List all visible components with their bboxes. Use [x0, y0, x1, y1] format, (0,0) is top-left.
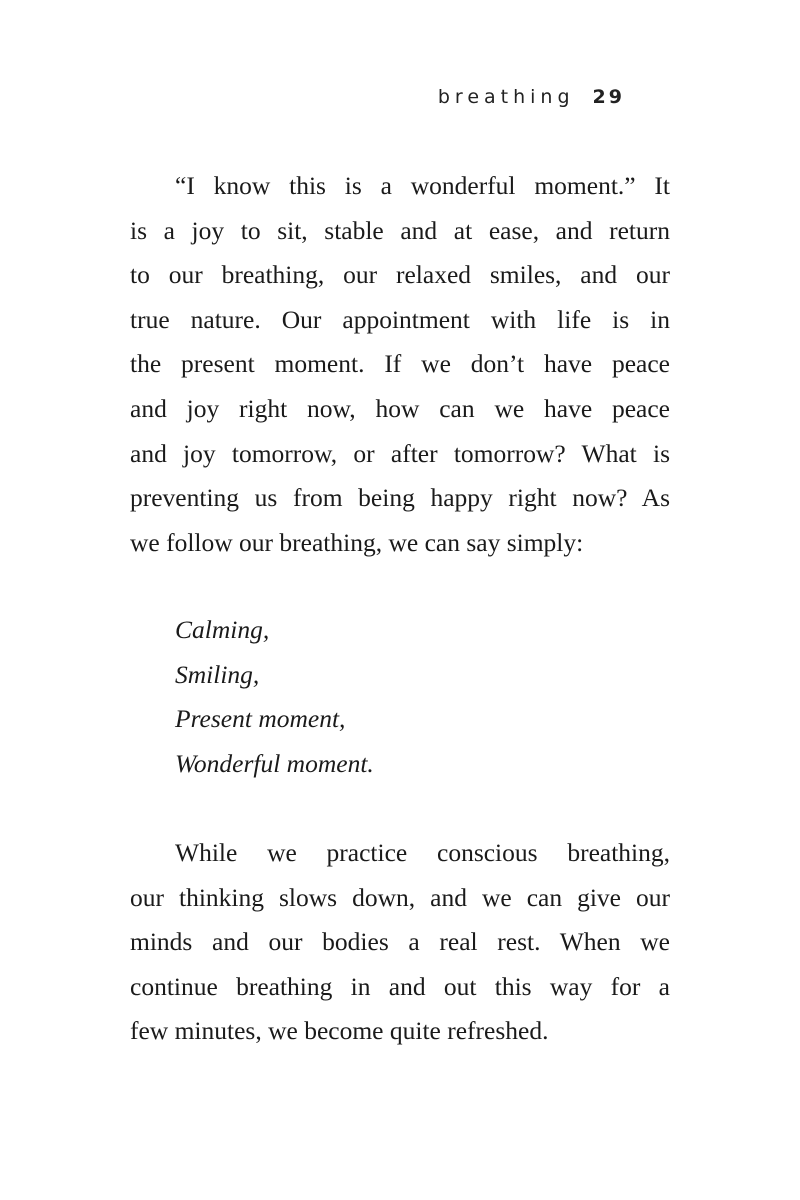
verse-line: Calming,	[175, 615, 270, 644]
text-line: the present moment. If we don’t have peace	[130, 349, 670, 379]
text-line: is a joy to sit, stable and at ease, and return	[130, 215, 670, 245]
text-line: preventing us from being happy right now? As	[130, 483, 670, 513]
text-line: our thinking slows down, and we can give our	[130, 882, 670, 912]
text-line: continue breathing in and out this way for a	[130, 971, 670, 1001]
text-line: minds and our bodies a real rest. When we	[130, 927, 670, 957]
running-header	[438, 86, 625, 108]
verse-line: Wonderful moment.	[175, 748, 374, 778]
text-line: and joy right now, how can we have peace	[130, 393, 670, 423]
paragraph-2	[130, 831, 670, 1054]
text-line: to our breathing, our relaxed smiles, and our	[130, 260, 670, 290]
text-line: “I know this is a wonderful moment.” It	[175, 171, 670, 200]
text-line: we follow our breathing, we can say simply:	[130, 527, 584, 557]
text-line: While we practice conscious breathing,	[175, 838, 670, 867]
text-line: and joy tomorrow, or after tomorrow? What is	[130, 438, 670, 468]
page-number: 29	[592, 86, 625, 108]
verse	[175, 608, 374, 786]
section-title: breathing	[437, 86, 575, 108]
paragraph-1	[130, 164, 670, 565]
verse-line: Smiling,	[175, 659, 260, 689]
text-line: few minutes, we become quite refreshed.	[130, 1016, 549, 1046]
verse-line: Present moment,	[175, 704, 346, 734]
text-line: true nature. Our appointment with life is in	[130, 304, 670, 334]
